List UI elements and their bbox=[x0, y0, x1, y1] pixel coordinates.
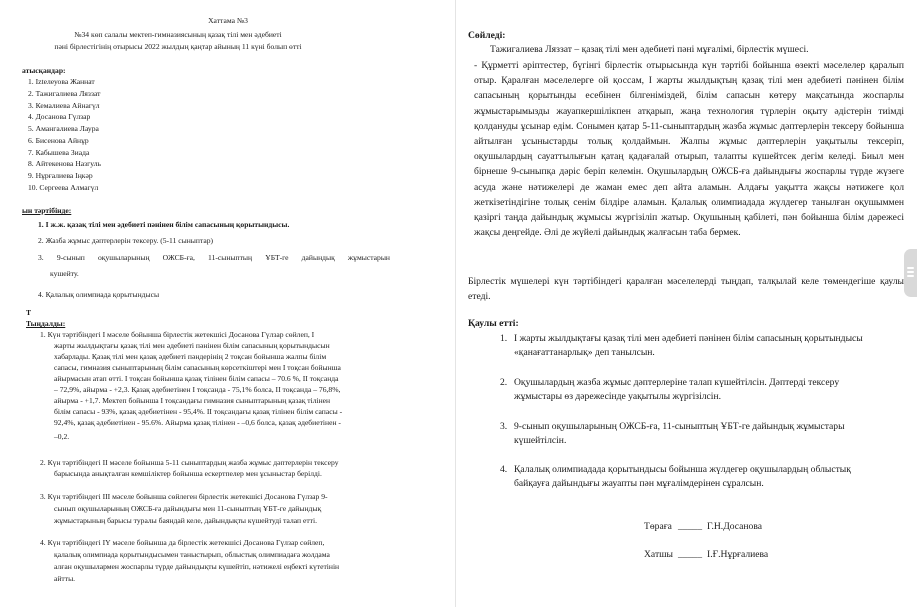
heard-line: 92,4%, қазақ әдебиетінен - 95.6%. Айырма қазақ тілінен - –0,6 болса, қазақ әдебиетінен - bbox=[54, 418, 341, 427]
heard-line: –0,2. bbox=[54, 432, 70, 441]
resolution-number: 3. bbox=[500, 421, 508, 432]
conclusion-paragraph: Бірлестік мүшелері күн тәртібіндегі қаралған мәселелерді тыңдап, талқылай келе төмендегіше қаулы етеді. bbox=[468, 276, 904, 303]
resolution-line: Қалалық олимпиадада қорытындысы бойынша жүлдегер оқушылардың облыстық bbox=[514, 464, 851, 475]
speech-paragraph: - Құрметті әріптестер, бүгінгі бірлестік отырысында күн тәртібі бойынша өзекті мәселелер қаралып отыр. Қаралған мәселелерге ой қоссам, І жарты жылдықтың қазақ тілі мен әдебиеті пәнінен білім сапасының қорытынды есебінен білгеніміздей, білім сапасын көтеру мақсатында жоспарлы жұмыстарымызды жауапкершілікпен атқарып, жаңа технология түрлерін оқыту әдістерін тиімді қолдануды ұсынар едім. Сонымен қатар 5-11-сыныптардың жазба жұмыс дәптерлерін тексеру бойынша айтылған ұсыныстарды толық қолдаймын. Жалпы жұмыс дәптерлерін уақытылы тексеріп, оқушылардың сауаттылығын қатаң қадағалай отырып, талапты күшейтсек дегім келеді. Биыл мен бірнеше 9-сыныпқа дәріс беріп келемін. Оқушылардың ОЖСБ-ға дайындығы жоспарлы түрде жүзеге асуда және нәтижелері де жаман емес деп айта аламын. Алдағы уақытта жақсы нәтижеге қол жеткізетіндігіне толық сенім білдіре аламын. Қалалық олимпиадада жүлдегер танылған оқушыммен қазіргі таңда дайындық жұмысы жүргізіліп жатыр. Оқушының қабілеті, пән бойынша білім дәрежесі жақсы деңгейде. Әлі де жүйелі дайындық жалғасын таба бермек. bbox=[474, 60, 904, 239]
resolution-number: 1. bbox=[500, 333, 508, 344]
protocol-title: Хаттама №3 bbox=[208, 16, 248, 25]
stray-letter: Т bbox=[26, 308, 32, 317]
heard-line: білім сапасы - 93%, қазақ әдебиетінен - 95,4%. ІІ тоқсандағы қазақ тілінен білім сапасы - bbox=[54, 407, 343, 416]
side-panel-tab[interactable] bbox=[904, 249, 917, 297]
handle-bar bbox=[907, 275, 914, 277]
heard-line: барысында анықталған кемшіліктер бойынша ескертпелер мен ұсыныстар берілді. bbox=[54, 469, 322, 478]
protocol-subtitle-line1: №34 көп салалы мектеп-гимназиясының қазақ тілі мен әдебиеті bbox=[74, 30, 282, 39]
right-page bbox=[456, 0, 917, 607]
agenda-heading: ын тәртібінде: bbox=[22, 206, 72, 215]
resolution-line: күшейтілсін. bbox=[514, 435, 567, 446]
attendee-item: 9. Нұрғалиева Іңкәр bbox=[28, 171, 93, 180]
heard-line: – 72,9%, айырма - +2,3. Қазақ әдебиетінен І тоқсанда - 75,1% болса, ІІ тоқсанда – 76,8%, bbox=[54, 385, 341, 394]
resolution-line: 9-сынып оқушыларының ОЖСБ-ға, 11-сыныптың ҰБТ-ге дайындық жұмыстары bbox=[514, 421, 845, 432]
heard-line: айырмасын атап өтті. І тоқсан бойынша қазақ тілінен білім сапасы – 70.6 %, ІІ тоқсанда bbox=[54, 374, 339, 383]
secretary-name: І.Ғ.Нұрғалиева bbox=[707, 549, 769, 560]
heard-line: 2. Күн тәртібіндегі ІІ мәселе бойынша 5-11 сыныптардың жазба жұмыс дәптерлерін тексеру bbox=[40, 458, 339, 467]
agenda-item-continued: кушейту. bbox=[50, 269, 79, 278]
heard-line: сынып оқушыларының ОЖСБ-ға дайындығы мен 11-сыныптың ҰБТ-ге дайындық bbox=[54, 504, 322, 513]
attendee-item: 6. Бисенова Айнұр bbox=[28, 136, 89, 145]
attendee-item: 1. Іztелеуова Жаннат bbox=[28, 77, 95, 86]
signature-line: _____ bbox=[678, 521, 702, 532]
heard-line: 3. Күн тәртібіндегі ІІІ мәселе бойынша сөйлеген бірлестік жетекшісі Досанова Гүлзар 9- bbox=[40, 492, 328, 501]
heard-line: айырма - +1,7. Мектеп бойынша І тоқсандағы гимназия сыныптарының қазақ тілінен bbox=[54, 396, 331, 405]
chair-name: Г.Н.Досанова bbox=[707, 521, 762, 532]
chair-label: Төраға bbox=[644, 521, 672, 532]
secretary-label: Хатшы bbox=[644, 549, 673, 560]
handle-bar bbox=[907, 271, 914, 273]
resolution-number: 2. bbox=[500, 377, 508, 388]
heard-line: қалалық олимпиада қорытындысымен таныстырып, облыстық олимпиадаға жолдама bbox=[54, 550, 330, 559]
heard-line: сапасы, гимназия сыныптарының білім сапасының көрсеткіштері мен І тоқсан бойынша bbox=[54, 363, 341, 372]
attendee-item: 3. Кемалиева Айнагүл bbox=[28, 101, 100, 110]
resolution-line: І жарты жылдықтағы қазақ тілі мен әдебиеті пәнінен білім сапасының қорытындысы bbox=[514, 333, 863, 344]
resolution-number: 4. bbox=[500, 464, 508, 475]
heard-line: жарты жылдықтағы қазақ тілі мен әдебиеті пәнінен білім сапасының қорытындысын bbox=[54, 341, 330, 350]
attendee-item: 4. Досанова Гүлзар bbox=[28, 112, 91, 121]
heard-line: алған оқушылармен жоспарлы түрде дайындықты күшейтіп, нәтижелі еңбекті күтетінін bbox=[54, 562, 340, 571]
resolved-heading: Қаулы етті: bbox=[468, 318, 519, 329]
agenda-item: 4. Қалалық олимпиада қорытындысы bbox=[38, 290, 160, 299]
spoke-heading: Сөйледі: bbox=[468, 30, 506, 41]
attendee-item: 2. Тажигалиева Ляззат bbox=[28, 89, 101, 98]
signature-line: _____ bbox=[678, 549, 702, 560]
protocol-subtitle-line2: пәні бірлестігінің отырысы 2022 жылдың қаңтар айының 11 күні болып өтті bbox=[54, 42, 302, 51]
resolution-line: жұмыстары өз дәрежесінде уақытылы жүргізілсін. bbox=[514, 391, 722, 402]
attendee-item: 5. Амангалиева Лаура bbox=[28, 124, 99, 133]
resolution-line: «қанағаттанарлық» деп танылсын. bbox=[514, 347, 655, 358]
left-page bbox=[0, 0, 456, 607]
resolution-line: Оқушылардың жазба жұмыс дәптерлеріне талап күшейтілсін. Дәптерді тексеру bbox=[514, 377, 840, 388]
agenda-item: 2. Жазба жұмыс дәптерлерін тексеру. (5-11 сыныптар) bbox=[38, 236, 214, 245]
heard-line: хабарлады. Қазақ тілі мен қазақ әдебиеті пәндерінің 2 тоқсан бойынша жалпы білім bbox=[54, 352, 327, 361]
heard-line: айтты. bbox=[54, 574, 76, 583]
resolution-line: байқауға дайындығы жауапты пән мұғалімдерінен сұралсын. bbox=[514, 478, 764, 489]
speaker-line: Тажигалиева Ляззат – қазақ тілі мен әдебиеті пәні мұғалімі, бірлестік мүшесі. bbox=[490, 44, 809, 55]
attendees-heading: атысқандар: bbox=[22, 66, 66, 75]
agenda-item: 1. І ж.ж. қазақ тілі мен әдебиеті пәнінен білім сапасының қорытындысы. bbox=[38, 220, 290, 229]
agenda-item: 3. 9-сынып оқушыларының ОЖСБ-ға, 11-сыныптың ҰБТ-ге дайындық жұмыстарын bbox=[38, 253, 390, 262]
attendee-item: 8. Айтекенова Назгуль bbox=[28, 159, 102, 168]
heard-line: 4. Күн тәртібіндегі ІҮ мәселе бойынша да бірлестік жетекшісі Досанова Гүлзар сөйлеп, bbox=[40, 538, 325, 547]
attendee-item: 7. Кабышева Зиада bbox=[28, 148, 90, 157]
handle-bar bbox=[907, 267, 914, 269]
heard-line: жұмыстарының барысы туралы баяндай келе, дайындықты күшейтуді талап етті. bbox=[54, 516, 317, 525]
heard-line: 1. Күн тәртібіндегі І мәселе бойынша бірлестік жетекшісі Досанова Гүлзар сөйлеп, І bbox=[40, 330, 315, 339]
heard-heading: Тыңдалды: bbox=[26, 319, 66, 328]
attendee-item: 10. Сергеева Алмагүл bbox=[28, 183, 99, 192]
